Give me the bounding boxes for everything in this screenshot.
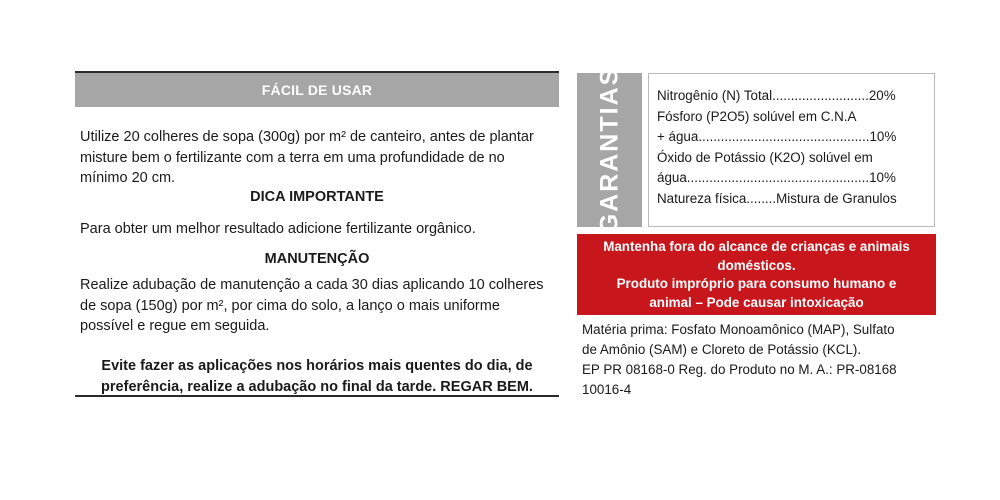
alert-line: Mantenha fora do alcance de crianças e animais — [603, 239, 910, 254]
maintenance-title: MANUTENÇÃO — [264, 251, 370, 267]
safety-alert — [577, 234, 936, 315]
raw-material-info — [582, 320, 937, 400]
bottom-divider — [75, 395, 559, 397]
guarantee-line: Natureza física........Mistura de Granulos — [657, 190, 897, 206]
usage-instructions: Utilize 20 colheres de sopa (300g) por m² de canteiro, antes de plantar misture bem o fertilizante com a terra em uma profundidade de no mínimo 20 cm. — [80, 129, 534, 186]
maintenance-text: Realize adubação de manutenção a cada 30 dias aplicando 10 colheres de sopa (150g) por m², por cima do solo, a lanço o mais uniforme possível e regue em seguida. — [80, 277, 544, 334]
tip-title: DICA IMPORTANTE — [250, 189, 384, 205]
guarantees-side-bar — [577, 66, 642, 234]
alert-line: domésticos. — [717, 257, 796, 273]
raw-material-line: Matéria prima: Fosfato Monoamônico (MAP), Sulfato — [582, 322, 895, 337]
tip-text: Para obter um melhor resultado adicione fertilizante orgânico. — [80, 221, 476, 237]
registration-line: EP PR 08168-0 Reg. do Produto no M. A.: PR-08168 — [582, 362, 897, 377]
guarantees-box — [648, 73, 935, 227]
usage-header: FÁCIL DE USAR — [75, 71, 559, 107]
alert-line: Produto impróprio para consumo humano e — [616, 276, 897, 291]
guarantees-label: GARANTIAS — [595, 66, 623, 234]
alert-line: animal – Pode causar intoxicação — [649, 294, 864, 310]
guarantee-line: Fósforo (P2O5) solúvel em C.N.A — [657, 108, 857, 124]
application-warning: Evite fazer as aplicações nos horários mais quentes do dia, de preferência, realize a adubação no final da tarde. REGAR BEM. — [101, 358, 533, 395]
guarantee-line: água.................................................10% — [657, 170, 896, 185]
usage-panel — [75, 71, 559, 397]
guarantee-line: Nitrogênio (N) Total..........................20% — [657, 88, 896, 103]
guarantee-line: Óxido de Potássio (K2O) solúvel em — [657, 149, 873, 165]
raw-material-line: de Amônio (SAM) e Cloreto de Potássio (KCL). — [582, 342, 862, 357]
registration-line: 10016-4 — [582, 382, 632, 397]
guarantee-line: + água..............................................10% — [657, 129, 897, 144]
